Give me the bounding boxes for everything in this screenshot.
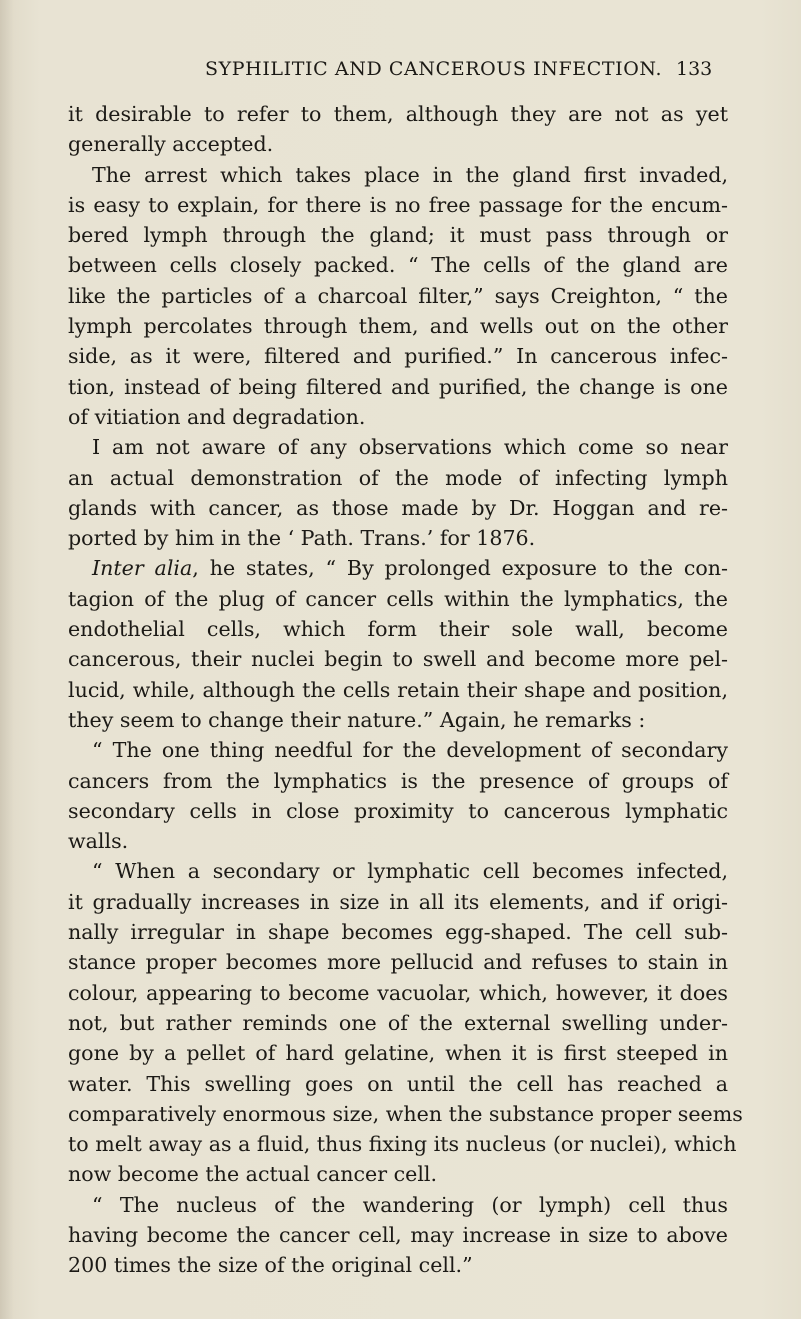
text-line: it desirable to refer to them, although they are not as yet (68, 102, 728, 126)
text-line: “ The nucleus of the wandering (or lymph) cell thus (92, 1192, 728, 1217)
text-line: side, as it were, filtered and purified.” In cancerous infec- (68, 344, 728, 369)
text-line: 200 times the size of the original cell.” (68, 1253, 473, 1278)
text-line: bered lymph through the gland; it must pass through or (68, 223, 728, 248)
text-line: Inter alia, he states, “ By prolonged exposure to the con- (92, 556, 729, 581)
text-line: having become the cancer cell, may increase in size to above (68, 1222, 728, 1247)
text-line: now become the actual cancer cell. (68, 1162, 438, 1187)
body-text (68, 99, 743, 1281)
text-line: tion, instead of being filtered and purified, the change is one (68, 374, 728, 399)
text-line: The arrest which takes place in the gland first invaded, (92, 162, 728, 187)
text-line: colour, appearing to become vacuolar, which, however, it does (68, 980, 728, 1005)
text-line: not, but rather reminds one of the external swelling under- (68, 1010, 728, 1035)
text-line: like the particles of a charcoal filter,” says Creighton, “ the (68, 283, 728, 308)
text-line: it gradually increases in size in all its elements, and if origi- (68, 889, 728, 914)
text-line: is easy to explain, for there is no free passage for the encum- (68, 192, 728, 217)
text-line: cancerous, their nuclei begin to swell and become more pel- (68, 647, 728, 672)
text-line: comparatively enormous size, when the substance proper seems (68, 1101, 743, 1126)
text-line: I am not aware of any observations which come so near (92, 435, 728, 460)
text-line: tagion of the plug of cancer cells within the lymphatics, the (68, 586, 728, 611)
running-head-title: SYPHILITIC AND CANCEROUS INFECTION. (205, 58, 663, 80)
text-line: water. This swelling goes on until the cell has reached a (68, 1071, 728, 1096)
text-line: endothelial cells, which form their sole wall, become (68, 617, 728, 642)
text-line: ported by him in the ‘ Path. Trans.’ for 1876. (68, 526, 536, 551)
text-line: lymph percolates through them, and wells out on the other (68, 314, 728, 339)
text-line: to melt away as a fluid, thus fixing its nucleus (or nuclei), which (68, 1132, 737, 1157)
text-line: generally accepted. (68, 132, 274, 157)
text-line: nally irregular in shape becomes egg-shaped. The cell sub- (68, 920, 728, 945)
text-line: between cells closely packed. “ The cells of the gland are (68, 253, 728, 278)
text-line: walls. (68, 829, 129, 854)
text-line: “ When a secondary or lymphatic cell becomes infected, (92, 859, 728, 884)
text-line: they seem to change their nature.” Again, he remarks : (68, 707, 646, 732)
text-line: secondary cells in close proximity to cancerous lymphatic (68, 798, 728, 823)
text-line: “ The one thing needful for the development of secondary (92, 738, 728, 763)
text-line: glands with cancer, as those made by Dr. Hoggan and re- (68, 495, 728, 520)
text-line: stance proper becomes more pellucid and refuses to stain in (68, 950, 728, 975)
running-head (0, 58, 801, 88)
italic-phrase: Inter alia (92, 556, 193, 581)
text-line: of vitiation and degradation. (68, 404, 366, 429)
text-line: lucid, while, although the cells retain their shape and position, (68, 677, 728, 702)
text-line: an actual demonstration of the mode of infecting lymph (68, 465, 728, 490)
text-line: gone by a pellet of hard gelatine, when it is first steeped in (68, 1041, 728, 1066)
text-line: cancers from the lymphatics is the presence of groups of (68, 768, 728, 793)
page-number: 133 (676, 58, 713, 80)
